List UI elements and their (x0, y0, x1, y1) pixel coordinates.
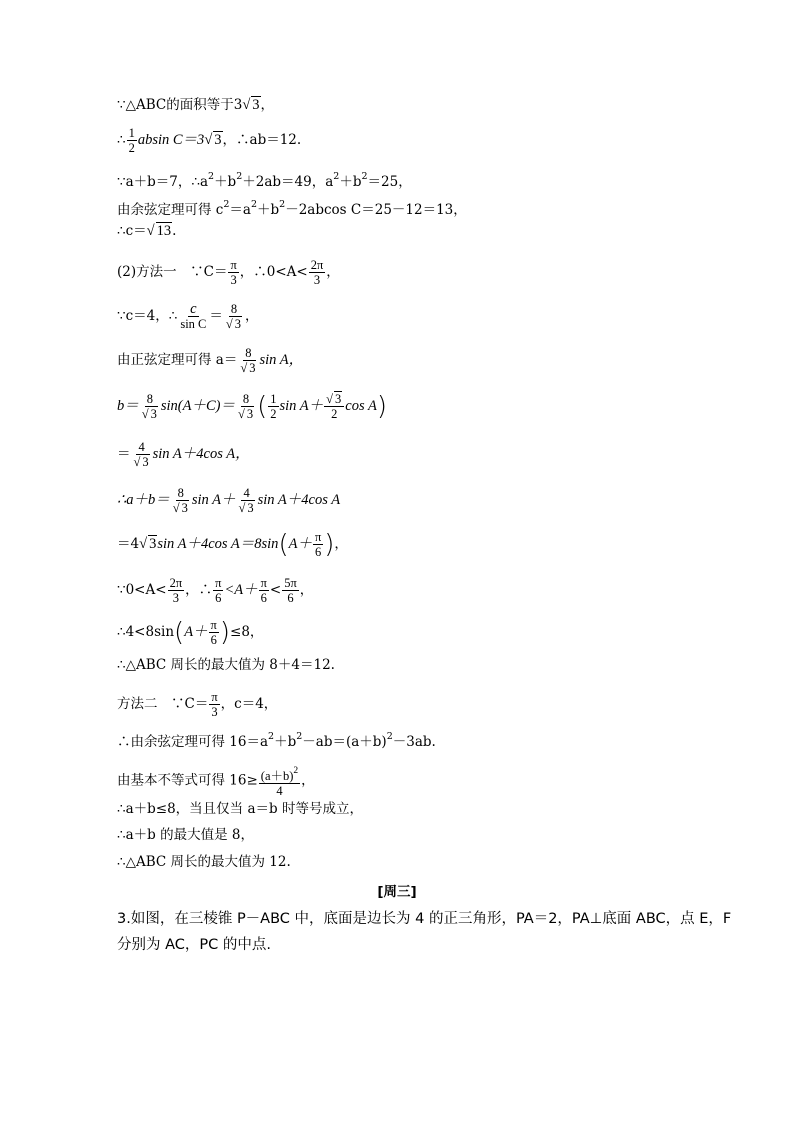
text: ＋b (274, 734, 297, 750)
fraction (209, 690, 219, 719)
solution-line-2: ∴ $\frac{1}{2}$ absin C＝3√ 3，∴ab＝12. (117, 126, 302, 155)
numerator: π (211, 690, 218, 704)
radicand: 13 (156, 223, 172, 239)
denominator: 2 (331, 407, 338, 421)
solution-line-21: ∴△ABC 周长的最大值为 12. (117, 854, 291, 870)
text: ＝ (209, 308, 223, 324)
solution-line-3 (117, 168, 412, 191)
text: ＋b (339, 174, 362, 190)
text: ＝a (229, 202, 251, 218)
numerator: π (260, 576, 267, 590)
fraction: $\frac{8}{√ 3}$ (237, 392, 254, 421)
denominator: 3 (247, 501, 254, 515)
solution-line-17 (117, 728, 436, 751)
solution-line-19: ∴a＋b≤8，当且仅当 a＝b 时等号成立， (117, 801, 363, 817)
text: ，∴ab＝12. (222, 132, 302, 148)
denominator: 3 (150, 407, 157, 421)
solution-line-11 (117, 486, 340, 515)
superscript: 2 (279, 199, 286, 210)
text: ， (326, 264, 340, 280)
numerator: π (210, 618, 217, 632)
denominator: 3 (211, 705, 218, 719)
fraction (259, 576, 269, 605)
text: absin C＝3 (137, 132, 205, 148)
text: 方法二 ∵C＝ (117, 696, 209, 712)
text: ∴4<8sin (117, 624, 175, 640)
superscript: 2 (296, 731, 303, 742)
radicand: 3 (149, 536, 157, 552)
denominator: 6 (215, 591, 222, 605)
numerator: 5π (284, 576, 297, 590)
fraction: $\frac{8}{√ 3}$ (225, 302, 242, 331)
solution-line-1: ∵△ABC的面积等于3√ 3， (117, 97, 275, 113)
denominator: 3 (249, 361, 256, 375)
solution-line-13 (117, 576, 313, 605)
text: sin A＋4cos A＝8sin (157, 536, 279, 552)
fraction: $\frac{8}{√ 3}$ (240, 346, 256, 375)
text: ∵a＋b＝7，∴a (117, 174, 209, 190)
text: sin(A＋C)＝ (160, 398, 235, 414)
text: ＝25， (367, 174, 412, 190)
text: <A＋ (224, 582, 258, 598)
fraction (127, 126, 137, 155)
solution-line-8 (117, 346, 303, 375)
text: sin A＋ (191, 492, 236, 508)
fraction (178, 302, 208, 331)
superscript: 2 (250, 199, 258, 210)
text: cos A (345, 398, 377, 414)
fraction (313, 530, 323, 559)
text: －ab＝(a＋b) (302, 734, 387, 750)
fraction (268, 392, 278, 421)
solution-line-6 (117, 258, 340, 287)
text: ∵0<A< (117, 582, 167, 598)
text: sin A＋ (279, 398, 324, 414)
numerator: 8 (146, 392, 153, 406)
text: (2)方法一 ∵C＝ (117, 264, 228, 280)
numerator: 1 (270, 392, 277, 406)
numerator: 3 (335, 392, 342, 406)
text: ，∴ (185, 582, 213, 598)
fraction: $\frac{4}{√ 3}$ (133, 440, 149, 469)
radicand: 3 (252, 97, 260, 113)
fraction (259, 764, 300, 798)
numerator: 1 (128, 126, 135, 140)
text: ＋b (257, 202, 280, 218)
denominator: 3 (172, 591, 179, 605)
numerator: π (230, 258, 237, 272)
numerator: 2π (169, 576, 183, 590)
fraction: $\frac{8}{√ 3}$ (141, 392, 157, 421)
denominator: 3 (246, 407, 254, 421)
numerator: 4 (243, 486, 250, 500)
text: < (269, 582, 282, 598)
denominator: 3 (234, 317, 242, 331)
fraction (228, 258, 238, 287)
text: ， (301, 772, 315, 789)
numerator: 8 (245, 346, 252, 360)
denominator: 6 (287, 591, 294, 605)
numerator: π (215, 576, 222, 590)
numerator: 8 (242, 392, 250, 406)
numerator: 8 (230, 302, 238, 316)
superscript: 2 (268, 731, 275, 742)
solution-line-12: ＝4√ 3sin A＋4cos A＝8sin(A＋ $\frac{\pi}{6}$ )， (117, 529, 348, 560)
text: ∴c＝ (117, 223, 147, 239)
text: b＝ (117, 398, 139, 414)
denominator: 6 (314, 545, 322, 559)
denominator: 3 (230, 273, 237, 287)
text: ， (334, 536, 348, 552)
fraction (213, 576, 223, 605)
solution-line-14: ∴4<8sin(A＋ $\frac{\pi}{6}$ )≤8， (117, 617, 264, 648)
superscript: 2 (223, 199, 230, 210)
superscript: 2 (208, 171, 215, 182)
superscript: 2 (386, 731, 393, 742)
text: ， (245, 308, 259, 324)
denominator: 2 (270, 407, 277, 421)
numerator: 2π (310, 258, 324, 272)
text: A＋ (184, 624, 208, 640)
numerator: 8 (177, 486, 184, 500)
superscript: 2 (293, 766, 299, 776)
solution-line-5: ∴c＝√ 13. (117, 223, 177, 239)
denominator: 6 (210, 633, 217, 647)
fraction: $\frac{√ 3}{2}$ (324, 392, 344, 421)
text: ≤8， (230, 624, 264, 640)
radicand: 3 (214, 132, 222, 148)
text: ∴由余弦定理可得 16＝a (117, 734, 269, 750)
numerator: 4 (138, 440, 145, 454)
solution-line-20: ∴a＋b 的最大值是 8， (117, 827, 254, 843)
section-heading: [周三] (377, 884, 417, 900)
text: sin A＋4cos A (257, 492, 341, 508)
solution-line-9: b＝ $\frac{8}{√ 3}$ sin(A＋C)＝ $\frac{8}{√ 3}$ ( $\frac{1}{2}$ sin A＋ $\frac{√ 3}{2}$ cos A) (117, 391, 388, 422)
fraction (168, 576, 185, 605)
superscript: 2 (361, 171, 368, 182)
text: ＝4 (117, 536, 140, 552)
fraction: $\frac{4}{√ 3}$ (238, 486, 254, 515)
text: . (172, 223, 177, 239)
superscript: 2 (236, 171, 243, 182)
fraction (282, 576, 299, 605)
solution-line-15: ∴△ABC 周长的最大值为 8＋4＝12. (117, 657, 335, 673)
denominator: 6 (260, 591, 267, 605)
text: ∴a＋b＝ (117, 492, 170, 508)
text: 由正弦定理可得 a＝ (117, 352, 238, 368)
numerator: c (190, 301, 197, 317)
text: ＋b (214, 174, 237, 190)
fraction: $\frac{8}{√ 3}$ (172, 486, 188, 515)
text: ，c＝4， (220, 696, 278, 712)
fraction (309, 258, 326, 287)
text: ∵c＝4，∴ (117, 308, 178, 324)
text: ， (260, 97, 275, 113)
solution-line-7 (117, 302, 259, 331)
text: A＋ (288, 536, 312, 552)
denominator: 2 (128, 141, 135, 155)
numerator: π (314, 530, 322, 544)
text: ，∴0<A< (239, 264, 308, 280)
text: ＋2ab＝49，a (242, 174, 334, 190)
problem-line-2: 分别为 AC，PC 的中点. (117, 937, 271, 953)
solution-line-16 (117, 690, 277, 719)
solution-line-4 (117, 196, 467, 219)
text: ， (299, 582, 314, 598)
solution-line-18 (117, 764, 315, 798)
denominator: 4 (276, 784, 283, 798)
text: －2abcos C＝25－12＝13， (285, 202, 467, 218)
denominator: sin C (180, 317, 207, 331)
problem-line-1: 3.如图，在三棱锥 P－ABC 中，底面是边长为 4 的正三角形，PA＝2，PA⊥底面 ABC，点 E，F (117, 911, 732, 927)
text: ∴ (117, 132, 126, 148)
text: 由基本不等式可得 16≥ (117, 772, 258, 789)
fraction (209, 618, 219, 647)
text: sin A， (259, 352, 304, 368)
text: －3ab. (392, 734, 436, 750)
numerator: (a＋b) (260, 769, 294, 783)
superscript: 2 (333, 171, 340, 182)
text: sin A＋4cos A， (152, 446, 250, 462)
denominator: 3 (181, 501, 188, 515)
text: ＝ (117, 446, 131, 462)
denominator: 3 (313, 273, 321, 287)
solution-line-10 (117, 440, 250, 469)
denominator: 3 (142, 455, 149, 469)
text: 由余弦定理可得 c (117, 202, 224, 218)
text: ∵△ABC的面积等于3 (117, 97, 243, 113)
